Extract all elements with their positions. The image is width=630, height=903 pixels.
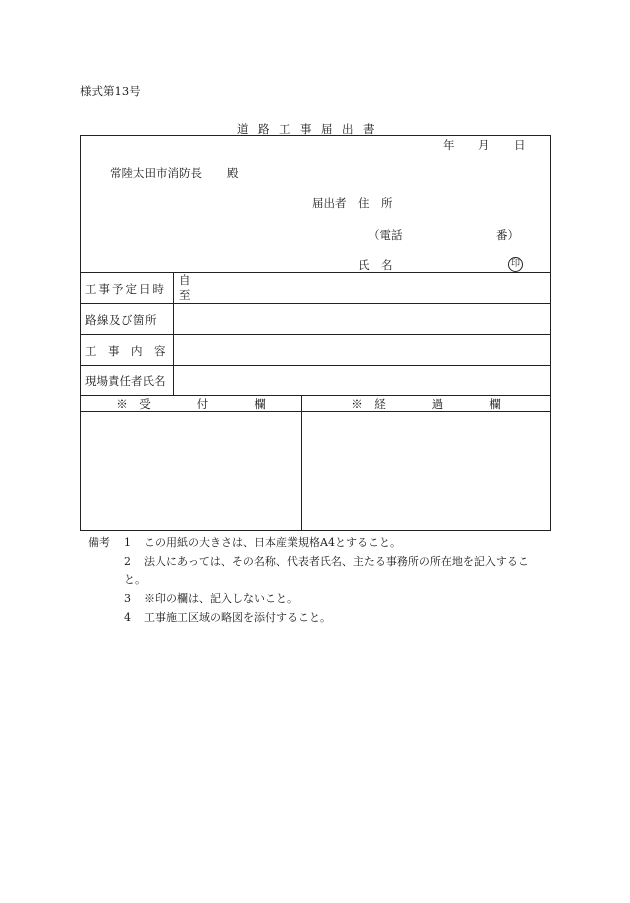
seal-mark: 印 <box>508 257 523 272</box>
column-divider <box>173 272 174 395</box>
form-number: 様式第13号 <box>80 84 141 98</box>
note-text: ※印の欄は、記入しないこと。 <box>144 592 298 605</box>
honorific: 殿 <box>227 166 239 180</box>
column-divider <box>301 395 302 530</box>
applicant-name-label: 氏 名 <box>358 258 393 272</box>
note-text: 工事施工区域の略図を添付すること。 <box>144 611 331 624</box>
content-label: 工 事 内 容 <box>85 344 166 358</box>
note-number: 4 <box>124 611 131 624</box>
row-divider <box>81 334 550 335</box>
applicant-phone-suffix: 番） <box>496 228 519 242</box>
schedule-from: 自 <box>179 273 191 287</box>
reception-column-header: ※ 受 付 欄 <box>116 397 266 411</box>
date-month: 月 <box>478 138 490 152</box>
date-day: 日 <box>514 138 526 152</box>
route-label: 路線及び箇所 <box>85 313 157 327</box>
row-divider <box>81 272 550 273</box>
supervisor-label: 現場責任者氏名 <box>85 374 166 388</box>
note-text: と。 <box>124 573 146 586</box>
row-divider <box>81 365 550 366</box>
note-text: 法人にあっては、その名称、代表者氏名、主たる事務所の所在地を記入するこ <box>144 555 529 568</box>
row-divider <box>81 411 550 412</box>
applicant-label: 届出者 <box>312 196 347 210</box>
schedule-to: 至 <box>179 288 191 302</box>
row-divider <box>81 395 550 396</box>
addressee: 常陸太田市消防長 <box>110 166 202 180</box>
form-table <box>80 135 551 531</box>
note-text: この用紙の大きさは、日本産業規格A4とすること。 <box>144 536 401 549</box>
applicant-address-label: 住 所 <box>358 196 393 210</box>
schedule-label: 工事予定日時 <box>85 282 166 296</box>
note-number: 1 <box>124 536 131 549</box>
document-title: 道路工事届出書 <box>237 122 384 136</box>
progress-column-header: ※ 経 過 欄 <box>351 397 501 411</box>
date-year: 年 <box>443 138 455 152</box>
note-number: 2 <box>124 555 131 568</box>
row-divider <box>81 303 550 304</box>
applicant-phone-label: （電話 <box>368 228 403 242</box>
note-number: 3 <box>124 592 131 605</box>
notes-heading: 備考 <box>88 536 110 549</box>
